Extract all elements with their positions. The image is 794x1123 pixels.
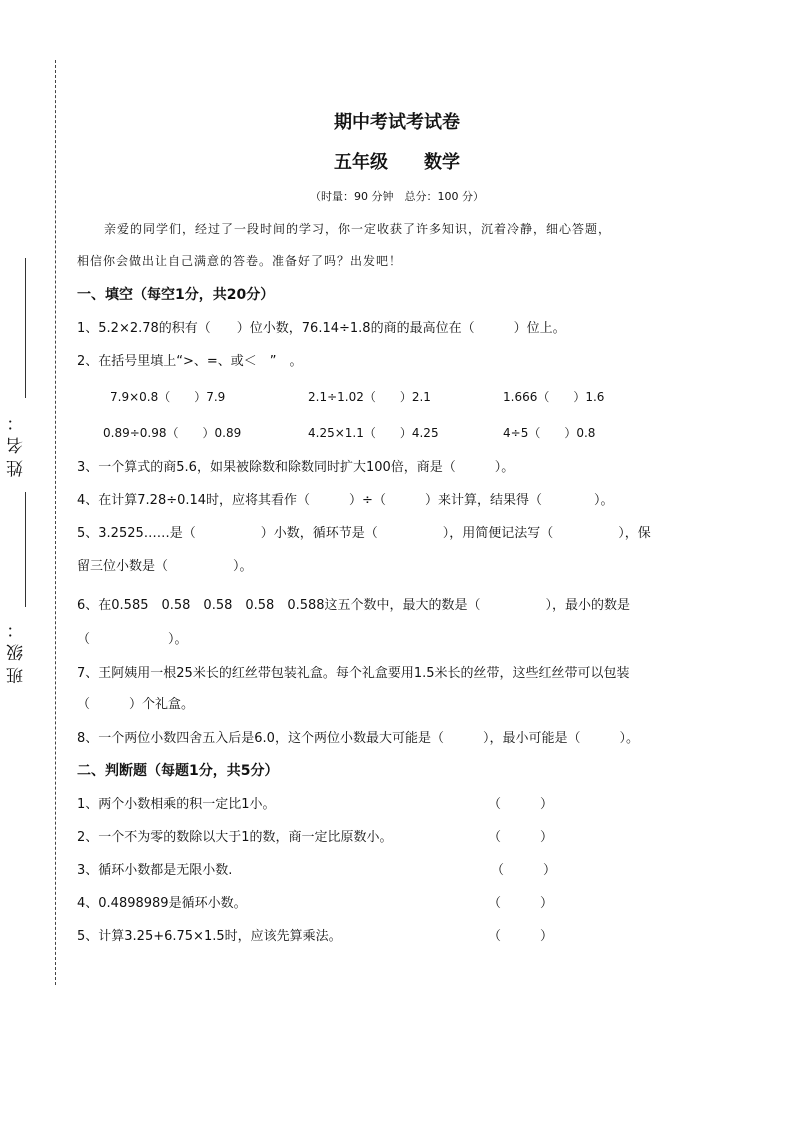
question-6-line-2: （ ）。	[77, 632, 188, 647]
question-7-line-2: （ ）个礼盒。	[77, 697, 195, 712]
question-2: 2、在括号里填上“>、=、或＜ ” 。	[77, 354, 303, 369]
judge-item-5: 5、计算3.25+6.75×1.5时，应该先算乘法。	[77, 929, 342, 944]
judge-item-1: 1、两个小数相乘的积一定比1小。	[77, 797, 276, 812]
answer-paren: （ ）	[488, 797, 554, 812]
answer-paren: （ ）	[488, 896, 554, 911]
question-7-line-1: 7、王阿姨用一根25米长的红丝带包装礼盒。每个礼盒要用1.5米长的丝带，这些红丝带可以包装	[77, 666, 630, 681]
intro-line-2: 相信你会做出让自己满意的答卷。准备好了吗？出发吧！	[77, 254, 403, 268]
question-4: 4、在计算7.28÷0.14时，应将其看作（ ）÷（ ）来计算，结果得（ ）。	[77, 493, 614, 508]
compare-cell: 4.25×1.1（ ）4.25	[308, 426, 439, 440]
compare-cell: 4÷5（ ）0.8	[503, 426, 596, 440]
intro-line-1: 亲爱的同学们，经过了一段时间的学习，你一定收获了许多知识，沉着冷静，细心答题，	[104, 222, 612, 236]
question-5-line-2: 留三位小数是（ ）。	[77, 559, 253, 574]
name-label: 姓名：	[7, 408, 27, 477]
compare-cell: 1.666（ ）1.6	[503, 390, 605, 404]
judge-item-4: 4、0.4898989是循环小数。	[77, 896, 247, 911]
question-3: 3、一个算式的商5.6，如果被除数和除数同时扩大100倍，商是（ ）。	[77, 460, 515, 475]
name-blank-line	[25, 258, 26, 398]
compare-cell: 7.9×0.8（ ）7.9	[110, 390, 226, 404]
judge-item-2: 2、一个不为零的数除以大于1的数，商一定比原数小。	[77, 830, 393, 845]
answer-paren: （ ）	[491, 863, 557, 878]
exam-subtitle: 五年级 数学	[334, 152, 460, 173]
exam-meta: （时量：90 分钟 总分：100 分）	[310, 190, 484, 203]
question-8: 8、一个两位小数四舍五入后是6.0，这个两位小数最大可能是（ ），最小可能是（ ）。	[77, 731, 639, 746]
section1-heading: 一、填空（每空1分，共20分）	[77, 287, 275, 303]
answer-paren: （ ）	[488, 830, 554, 845]
class-blank-line	[25, 492, 26, 607]
section2-heading: 二、判断题（每题1分，共5分）	[77, 763, 279, 779]
judge-item-3: 3、循环小数都是无限小数.	[77, 863, 233, 878]
question-1: 1、5.2×2.78的积有（ ）位小数，76.14÷1.8的商的最高位在（ ）位上。	[77, 321, 566, 336]
question-5-line-1: 5、3.2525……是（ ）小数，循环节是（ ），用简便记法写（ ），保	[77, 526, 651, 541]
compare-cell: 0.89÷0.98（ ）0.89	[103, 426, 242, 440]
class-label: 班级：	[7, 615, 27, 684]
answer-paren: （ ）	[488, 929, 554, 944]
compare-cell: 2.1÷1.02（ ）2.1	[308, 390, 431, 404]
question-6-line-1: 6、在0.585 0.58 0.58 0.58 0.588这五个数中，最大的数是（ ），最小的数是	[77, 598, 631, 613]
exam-title: 期中考试考试卷	[334, 112, 460, 133]
